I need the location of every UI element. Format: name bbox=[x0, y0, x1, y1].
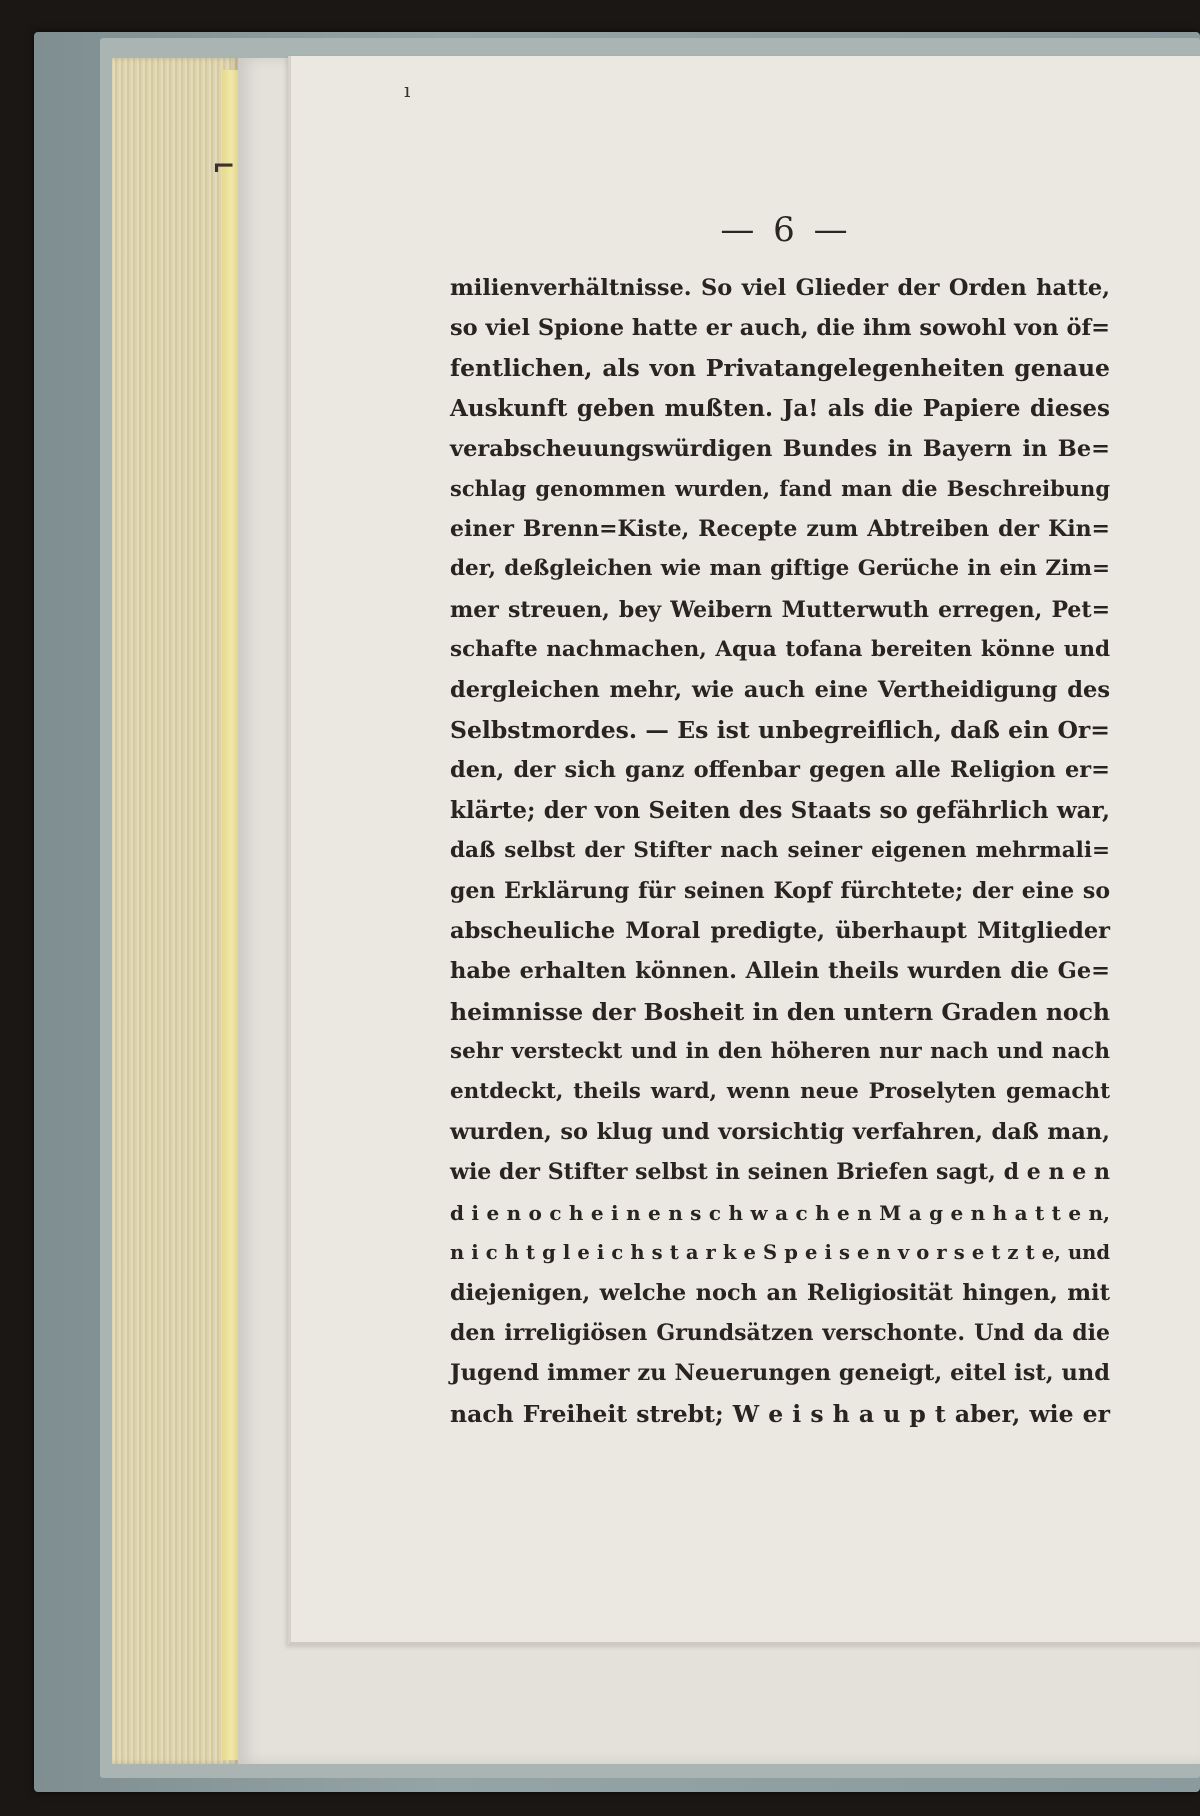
text-line: den, der sich ganz offenbar gegen alle Religion er= bbox=[450, 757, 1110, 784]
ink-speck-mark: ı bbox=[404, 78, 411, 102]
page-number: — 6 — bbox=[720, 210, 852, 250]
text-line: entdeckt, theils ward, wenn neue Proselyten gemacht bbox=[450, 1079, 1110, 1104]
text-line: dergleichen mehr, wie auch eine Vertheidigung des bbox=[450, 677, 1110, 703]
text-line: Auskunft geben mußten. Ja! als die Papiere dieses bbox=[450, 394, 1110, 422]
text-line: milienverhältnisse. So viel Glieder der Orden hatte, bbox=[450, 275, 1110, 301]
text-line: abscheuliche Moral predigte, überhaupt Mitglieder bbox=[450, 918, 1110, 945]
text-line: sehr versteckt und in den höheren nur nach und nach bbox=[450, 1038, 1110, 1064]
text-line: mer streuen, bey Weibern Mutterwuth erregen, Pet= bbox=[450, 596, 1110, 623]
text-line: Selbstmordes. — Es ist unbegreiflich, daß ein Or= bbox=[450, 716, 1110, 745]
text-line: gen Erklärung für seinen Kopf fürchtete; der eine so bbox=[450, 878, 1110, 904]
text-line: klärte; der von Seiten des Staats so gefährlich war, bbox=[450, 796, 1110, 824]
text-line: wie der Stifter selbst in seinen Briefen sagt, d e n e n bbox=[450, 1159, 1110, 1186]
text-line: der, deßgleichen wie man giftige Gerüche in ein Zim= bbox=[450, 556, 1110, 582]
text-line: den irreligiösen Grundsätzen verschonte. Und da die bbox=[450, 1320, 1110, 1347]
text-line: einer Brenn=Kiste, Recepte zum Abtreiben der Kin= bbox=[450, 516, 1110, 543]
text-line: daß selbst der Stifter nach seiner eigenen mehrmali= bbox=[450, 837, 1110, 863]
text-line: d i e n o c h e i n e n s c h w a c h e n M a g e n h a t t e n, bbox=[450, 1200, 1110, 1225]
text-line: habe erhalten können. Allein theils wurden die Ge= bbox=[450, 958, 1110, 985]
text-line: verabscheuungswürdigen Bundes in Bayern in Be= bbox=[450, 435, 1110, 462]
page-edges bbox=[112, 58, 240, 1764]
text-line: Jugend immer zu Neuerungen geneigt, eitel ist, und bbox=[450, 1360, 1110, 1387]
text-line: n i c h t g l e i c h s t a r k e S p e i s e n v o r s e t z t e, und bbox=[450, 1240, 1110, 1264]
text-line: schlag genommen wurden, fand man die Beschreibung bbox=[450, 476, 1110, 501]
text-line: nach Freiheit strebt; W e i s h a u p t aber, wie er bbox=[450, 1399, 1110, 1428]
text-line: diejenigen, welche noch an Religiosität hingen, mit bbox=[450, 1280, 1110, 1306]
text-line: schafte nachmachen, Aqua tofana bereiten könne und bbox=[450, 636, 1110, 662]
text-line: fentlichen, als von Privatangelegenheiten genaue bbox=[450, 354, 1110, 383]
text-line: heimnisse der Bosheit in den untern Graden noch bbox=[450, 997, 1110, 1026]
text-line: so viel Spione hatte er auch, die ihm sowohl von öf= bbox=[450, 315, 1110, 342]
edge-tick-mark: ⌐ bbox=[212, 150, 236, 183]
text-line: wurden, so klug und vorsichtig verfahren, daß man, bbox=[450, 1119, 1110, 1146]
